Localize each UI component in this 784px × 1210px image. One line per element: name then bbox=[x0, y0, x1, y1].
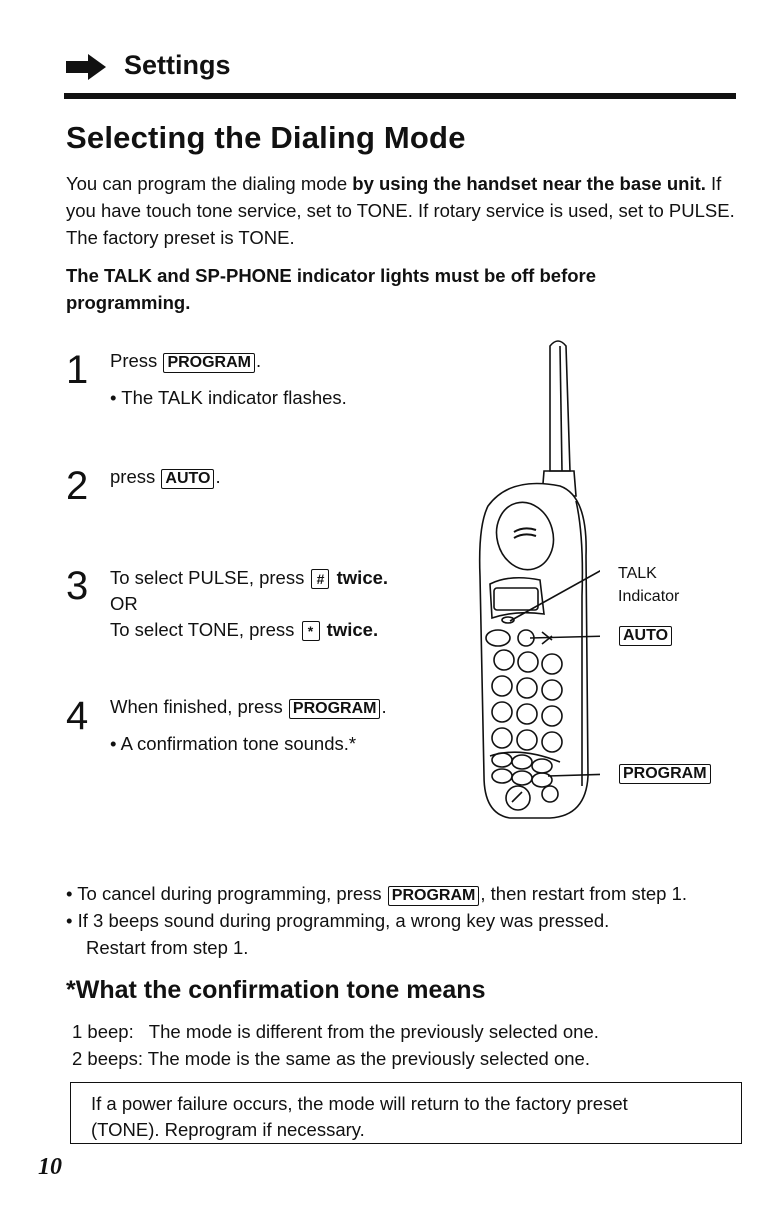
intro-text-1: You can program the dialing mode bbox=[66, 173, 353, 194]
step-4-text bbox=[110, 694, 387, 720]
step-4-period: . bbox=[381, 696, 387, 717]
note-cancel-text: • To cancel during programming, press bbox=[66, 883, 387, 904]
step-1-number: 1 bbox=[66, 348, 89, 392]
program-key: PROGRAM bbox=[388, 886, 480, 906]
star-key: * bbox=[302, 621, 320, 641]
diagram-auto-key bbox=[618, 625, 673, 647]
intro-text-bold: by using the handset near the base unit. bbox=[352, 173, 706, 194]
confirmation-title: *What the confirmation tone means bbox=[66, 976, 486, 1004]
step-3-pulse-text: To select PULSE, press bbox=[110, 567, 310, 588]
notes-list bbox=[66, 880, 766, 961]
step-4-number: 4 bbox=[66, 694, 89, 738]
pound-key: # bbox=[311, 569, 329, 589]
note-restart: Restart from step 1. bbox=[86, 937, 249, 958]
step-1-period: . bbox=[256, 350, 262, 371]
program-key: PROGRAM bbox=[289, 699, 381, 719]
step-1-label: Press bbox=[110, 350, 163, 371]
power-note-line-1: If a power failure occurs, the mode will return to the factory preset bbox=[91, 1093, 628, 1114]
arrow-right-icon bbox=[64, 52, 108, 82]
step-3-twice-1: twice. bbox=[331, 567, 389, 588]
note-wrong-key: • If 3 beeps sound during programming, a wrong key was pressed. bbox=[66, 910, 610, 931]
step-2-period: . bbox=[215, 466, 221, 487]
auto-key-label: AUTO bbox=[619, 626, 672, 646]
power-note-line-2: (TONE). Reprogram if necessary. bbox=[91, 1119, 365, 1140]
step-2-text bbox=[110, 464, 221, 490]
header-rule bbox=[64, 93, 736, 99]
step-1-bullet: • The TALK indicator flashes. bbox=[110, 387, 347, 408]
precondition-note: The TALK and SP-PHONE indicator lights must be off before programming. bbox=[66, 265, 597, 313]
power-failure-note bbox=[70, 1082, 742, 1144]
note-cancel-text-2: , then restart from step 1. bbox=[480, 883, 688, 904]
intro-paragraph bbox=[66, 170, 746, 251]
diagram-program-key bbox=[618, 763, 712, 785]
step-2-number: 2 bbox=[66, 464, 89, 508]
note-cancel bbox=[66, 880, 766, 907]
step-3-or: OR bbox=[110, 593, 138, 614]
step-4-bullet: • A confirmation tone sounds.* bbox=[110, 733, 357, 754]
program-key-label: PROGRAM bbox=[619, 764, 711, 784]
talk-indicator-label-2: Indicator bbox=[618, 588, 680, 605]
step-1-text bbox=[110, 348, 261, 374]
beep-1-description: 1 beep: The mode is different from the previously selected one. bbox=[72, 1021, 599, 1042]
program-key: PROGRAM bbox=[163, 353, 255, 373]
step-4-label: When finished, press bbox=[110, 696, 288, 717]
page-number: 10 bbox=[38, 1154, 62, 1180]
cordless-handset-illustration bbox=[470, 336, 600, 826]
step-3-twice-2: twice. bbox=[321, 619, 379, 640]
step-3-number: 3 bbox=[66, 564, 89, 608]
step-3-line2 bbox=[110, 617, 378, 643]
confirmation-list bbox=[72, 1018, 599, 1072]
page-title: Selecting the Dialing Mode bbox=[66, 120, 466, 155]
step-3-tone-text: To select TONE, press bbox=[110, 619, 300, 640]
section-title: Settings bbox=[124, 50, 231, 80]
auto-key: AUTO bbox=[161, 469, 214, 489]
beep-2-description: 2 beeps: The mode is the same as the previously selected one. bbox=[72, 1048, 590, 1069]
step-3-line1 bbox=[110, 565, 388, 591]
intro-text-2: If you have touch tone service, set to TONE. If rotary service is used, set to PULSE. The factory preset is TONE. bbox=[66, 173, 735, 248]
talk-indicator-label-1: TALK bbox=[618, 565, 657, 582]
step-2-label: press bbox=[110, 466, 161, 487]
